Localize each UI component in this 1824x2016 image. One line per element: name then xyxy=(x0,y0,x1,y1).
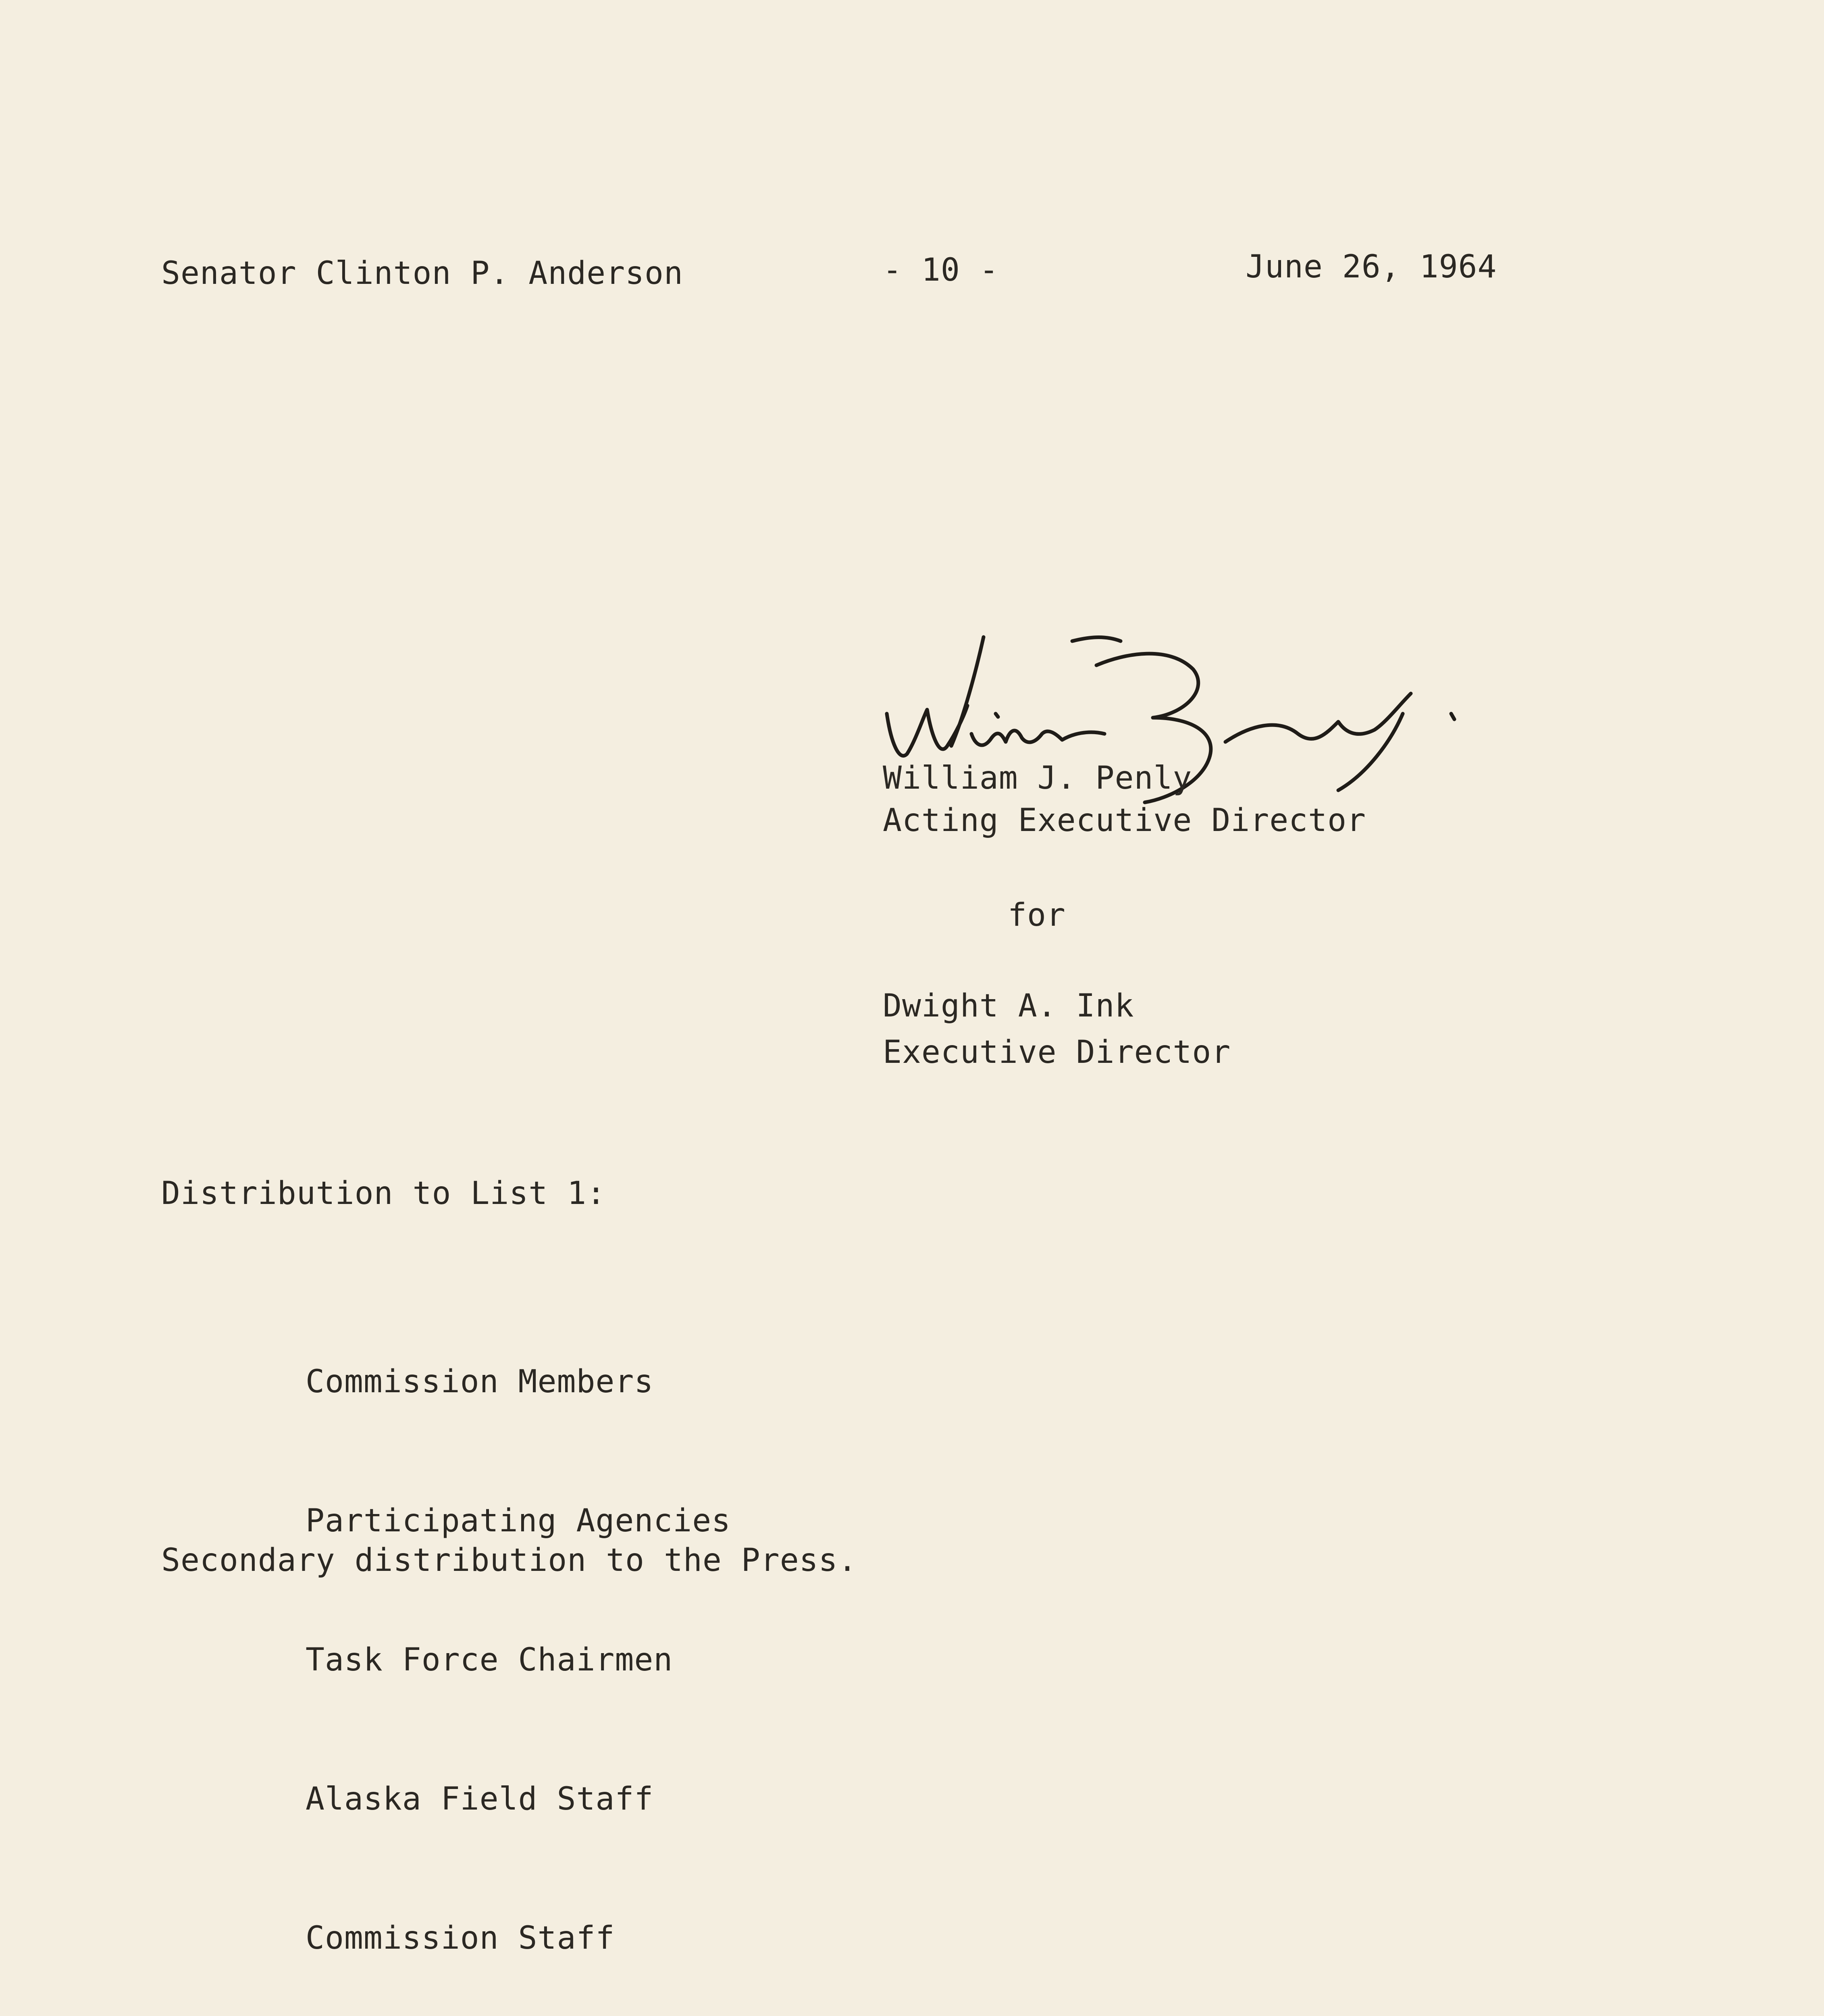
list-item: Commission Staff xyxy=(306,1920,615,1956)
page-number: - 10 - xyxy=(883,252,999,288)
distribution-heading: Distribution to List 1: xyxy=(161,1175,606,1212)
for-label: for xyxy=(1008,897,1066,933)
signer-name: William J. Penly xyxy=(883,760,1192,796)
list-item: Task Force Chairmen xyxy=(306,1642,673,1678)
principal-title: Executive Director xyxy=(883,1034,1231,1070)
principal-name: Dwight A. Ink xyxy=(883,988,1134,1024)
signer-title: Acting Executive Director xyxy=(883,802,1366,839)
list-item: Alaska Field Staff xyxy=(306,1781,654,1817)
distribution-list xyxy=(306,1266,731,2016)
list-item: Commission Members xyxy=(306,1364,654,1400)
list-item: Participating Agencies xyxy=(306,1503,731,1539)
addressee: Senator Clinton P. Anderson xyxy=(161,255,683,292)
secondary-distribution: Secondary distribution to the Press. xyxy=(161,1542,857,1579)
letter-date: June 26, 1964 xyxy=(1246,249,1497,285)
